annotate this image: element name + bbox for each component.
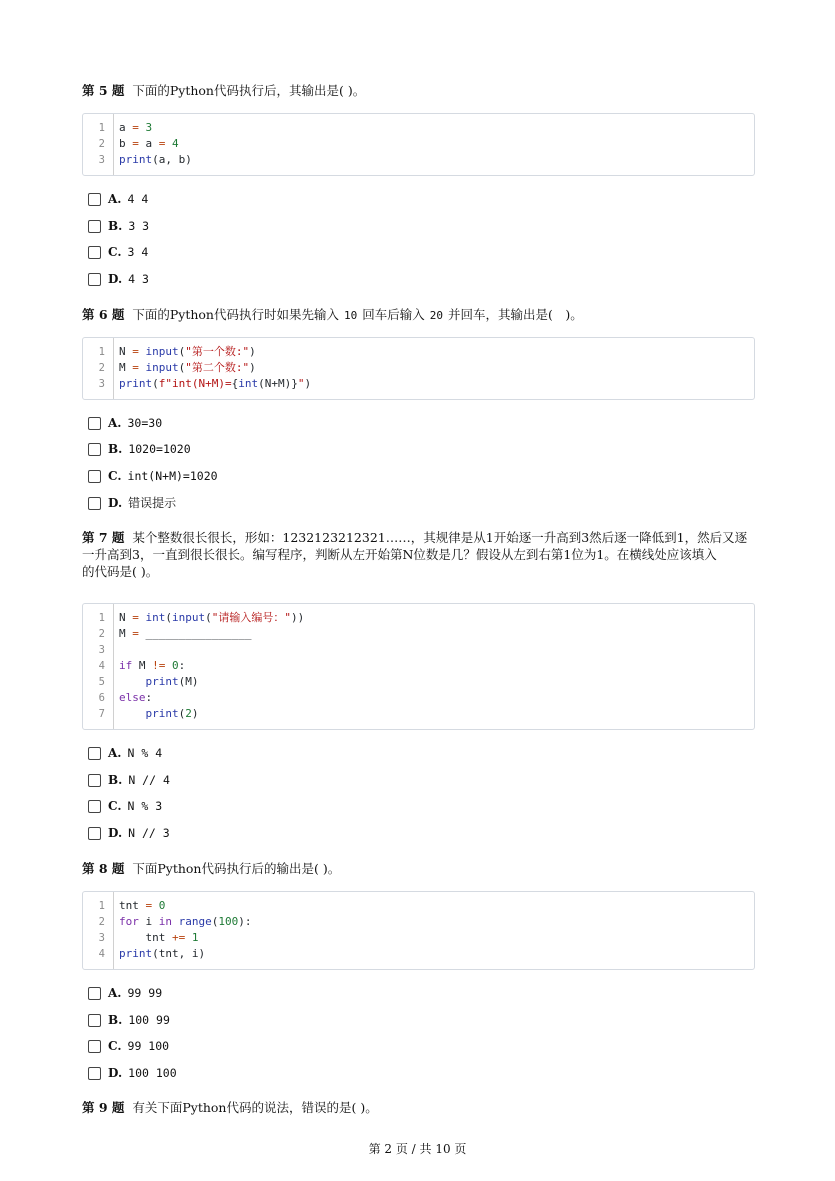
checkbox[interactable] xyxy=(88,774,101,787)
option-a[interactable]: A. 99 99 xyxy=(88,985,162,1001)
code-line: print(f"int(N+M)={int(N+M)}") xyxy=(119,377,312,390)
checkbox[interactable] xyxy=(88,220,101,233)
code-block-q7: 1 N = int(input("请输入编号：")) 2 M = ________________ 3 4 if M != 0: 5 print(M) 6 else: 7 print(2) xyxy=(82,603,755,730)
code-line: tnt = 0 xyxy=(119,899,166,912)
checkbox[interactable] xyxy=(88,417,101,430)
question-text: 下面的Python代码执行后，其输出是( )。 xyxy=(132,83,366,98)
code-line: N = input("第一个数:") xyxy=(119,345,256,358)
checkbox[interactable] xyxy=(88,497,101,510)
option-d[interactable]: D. 错误提示 xyxy=(88,495,176,511)
code-line: for i in range(100): xyxy=(119,915,252,928)
option-c[interactable]: C. N % 3 xyxy=(88,798,162,814)
checkbox[interactable] xyxy=(88,827,101,840)
checkbox[interactable] xyxy=(88,1014,101,1027)
option-a[interactable]: A. 4 4 xyxy=(88,191,148,207)
question-number: 第 8 题 xyxy=(82,861,125,876)
option-c[interactable]: C. 3 4 xyxy=(88,244,148,260)
code-line: b = a = 4 xyxy=(119,137,179,150)
option-a[interactable]: A. N % 4 xyxy=(88,745,162,761)
code-line: tnt += 1 xyxy=(119,931,199,944)
code-line: print(2) xyxy=(145,707,199,720)
question-text: 有关下面Python代码的说法，错误的是( )。 xyxy=(132,1100,378,1115)
checkbox[interactable] xyxy=(88,193,101,206)
checkbox[interactable] xyxy=(88,470,101,483)
question-number: 第 7 题 xyxy=(82,530,125,545)
code-line: a = 3 xyxy=(119,121,153,134)
question-7-title: 第 7 题 某个整数很长很长，形如：1232123212321……，其规律是从1开始逐一升高到3然后逐一降低到1，然后又逐 一升高到3，一直到很长很长。编写程序，判断从左开始第N位数是几？假设从左到右第1位为1。在横线处应该填入 的代码是( )。 xyxy=(82,530,748,579)
code-block-q8: 1 tnt = 0 2 for i in range(100): 3 tnt += 1 4 print(tnt, i) xyxy=(82,891,755,970)
code-line: if M != 0: xyxy=(119,659,186,672)
question-8-title xyxy=(82,860,754,877)
question-9-title xyxy=(82,1099,754,1116)
page-footer: 第 2 页 / 共 10 页 xyxy=(368,1142,467,1156)
checkbox[interactable] xyxy=(88,987,101,1000)
code-line: M = ________________ xyxy=(119,627,252,640)
option-d[interactable]: D. 100 100 xyxy=(88,1065,177,1081)
code-block-q5: 1 a = 3 2 b = a = 4 3 print(a, b) xyxy=(82,113,755,176)
question-number: 第 9 题 xyxy=(82,1100,125,1115)
option-b[interactable]: B. N // 4 xyxy=(88,772,170,788)
question-5-title xyxy=(82,82,754,99)
code-line: print(a, b) xyxy=(119,153,192,166)
code-line: print(tnt, i) xyxy=(119,947,206,960)
question-number: 第 6 题 xyxy=(82,307,125,322)
checkbox[interactable] xyxy=(88,1040,101,1053)
code-line: M = input("第二个数:") xyxy=(119,361,256,374)
option-d[interactable]: D. 4 3 xyxy=(88,271,149,287)
code-line: else: xyxy=(119,691,153,704)
option-c[interactable]: C. 99 100 xyxy=(88,1038,169,1054)
checkbox[interactable] xyxy=(88,273,101,286)
question-6-title: 第 6 题 下面的Python代码执行时如果先输入 10 回车后输入 20 并回车，其输出是( )。 xyxy=(82,307,583,322)
question-text: 下面Python代码执行后的输出是( )。 xyxy=(132,861,341,876)
checkbox[interactable] xyxy=(88,246,101,259)
checkbox[interactable] xyxy=(88,800,101,813)
option-b[interactable]: B. 100 99 xyxy=(88,1012,170,1028)
code-block-q6: 1 N = input("第一个数:") 2 M = input("第二个数:") 3 print(f"int(N+M)={int(N+M)}") xyxy=(82,337,755,400)
checkbox[interactable] xyxy=(88,747,101,760)
question-number: 第 5 题 xyxy=(82,83,125,98)
option-d[interactable]: D. N // 3 xyxy=(88,825,170,841)
checkbox[interactable] xyxy=(88,443,101,456)
code-line: N = int(input("请输入编号：")) xyxy=(119,611,305,624)
option-b[interactable]: B. 1020=1020 xyxy=(88,441,191,457)
code-line: print(M) xyxy=(145,675,199,688)
option-a[interactable]: A. 30=30 xyxy=(88,415,162,431)
checkbox[interactable] xyxy=(88,1067,101,1080)
option-b[interactable]: B. 3 3 xyxy=(88,218,149,234)
option-c[interactable]: C. int(N+M)=1020 xyxy=(88,468,218,484)
